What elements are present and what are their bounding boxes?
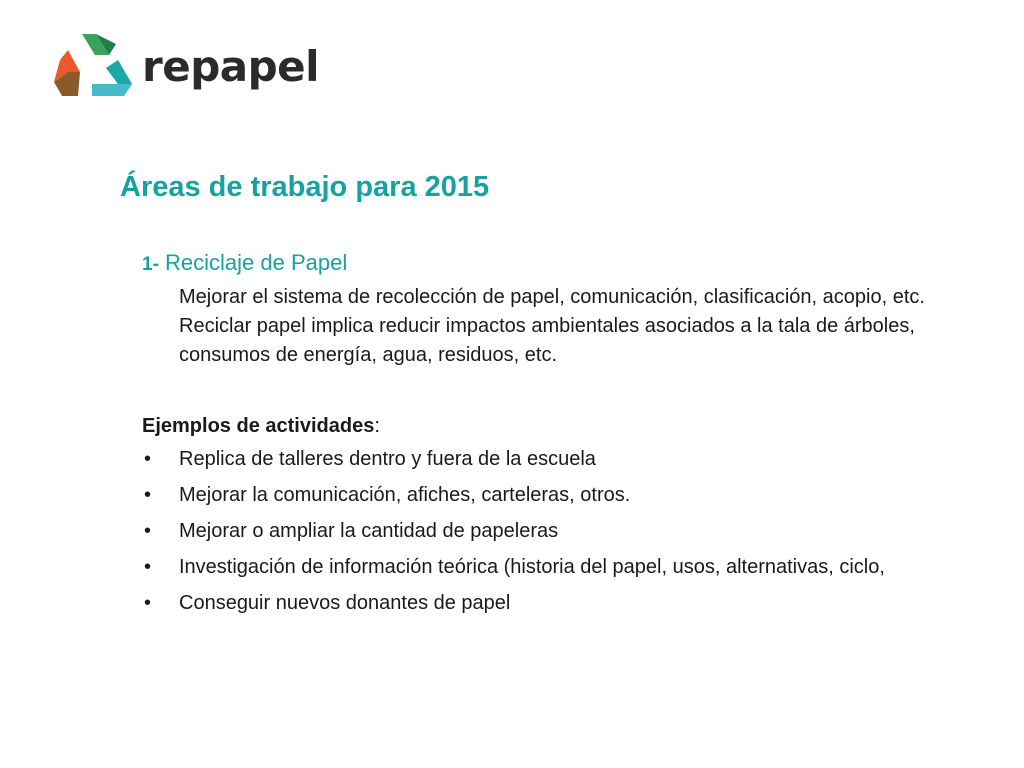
list-item: [142, 445, 962, 474]
list-item: [142, 517, 962, 546]
section-title: Reciclaje de Papel: [165, 250, 348, 275]
list-item: [142, 553, 962, 582]
slide-content: [142, 248, 962, 625]
bullet-icon: •: [144, 520, 152, 542]
activities-list: [142, 445, 962, 618]
list-item: [142, 589, 962, 618]
section-heading: [142, 248, 962, 279]
section-number: 1-: [142, 254, 159, 275]
slide-title: Áreas de trabajo para 2015: [120, 171, 490, 203]
list-item-text: Mejorar o ampliar la cantidad de papeleras: [179, 520, 559, 542]
list-item-text: Investigación de información teórica (historia del papel, usos, alternativas, ciclo,: [179, 556, 885, 578]
examples-heading: [142, 412, 962, 441]
list-item-text: Conseguir nuevos donantes de papel: [179, 592, 511, 614]
brand-name: repapel: [142, 42, 320, 91]
examples-label: Ejemplos de actividades: [142, 415, 375, 437]
list-item-text: Replica de talleres dentro y fuera de la escuela: [179, 448, 596, 470]
list-item: [142, 481, 962, 510]
bullet-icon: •: [144, 556, 152, 578]
examples-colon: :: [374, 415, 380, 437]
section-description: Mejorar el sistema de recolección de papel, comunicación, clasificación, acopio, etc. Reciclar papel implica reducir impactos ambientales asociados a la tala de árboles, consumos de energía, agua, residuos, etc.: [179, 286, 925, 366]
brand-logo: [52, 30, 320, 110]
bullet-icon: •: [144, 448, 152, 470]
bullet-icon: •: [144, 592, 152, 614]
list-item-text: Mejorar la comunicación, afiches, carteleras, otros.: [179, 484, 631, 506]
recycle-logo-icon: [52, 30, 134, 100]
bullet-icon: •: [144, 484, 152, 506]
